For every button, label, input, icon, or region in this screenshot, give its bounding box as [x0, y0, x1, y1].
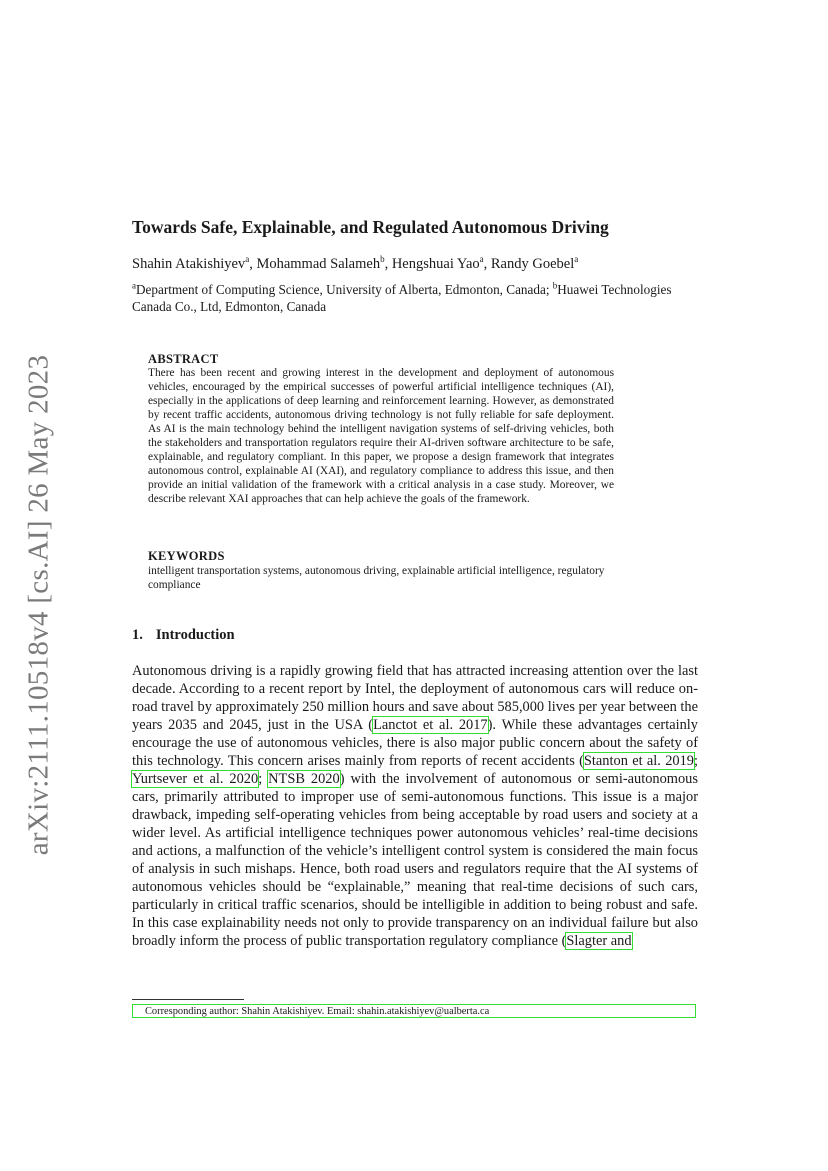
arxiv-sidebar — [22, 354, 56, 856]
section-heading-introduction — [132, 627, 235, 644]
affil-mark-b: b — [552, 280, 558, 291]
affil-b-text: Huawei Technologies Canada Co., Ltd, Edmonton, Canada — [132, 282, 672, 314]
author-name: Hengshuai Yao — [391, 256, 480, 272]
intro-text-4: ; — [258, 771, 269, 787]
author-affil-mark: a — [479, 254, 484, 265]
section-number: 1. — [132, 627, 143, 643]
author-affil-mark: b — [380, 254, 385, 265]
arxiv-identifier: arXiv:2111.10518v4 [cs.AI] 26 May 2023 — [22, 354, 55, 856]
author-affil-mark: a — [574, 254, 579, 265]
author-name: Mohammad Salameh — [256, 256, 381, 272]
citation-link-stanton[interactable]: Stanton et al. 2019 — [583, 753, 695, 769]
author-separator: , — [384, 256, 392, 272]
author-name: Shahin Atakishiyev — [132, 256, 246, 272]
author-separator: , — [249, 256, 257, 272]
intro-text-1: Autonomous driving is a rapidly growing field that has attracted increasing attention over the last decade. According to a recent report by Intel, the deployment of autonomous cars will reduce on-road travel by approximately 250 million hours and save about 585,000 lives per year between the years 2035 and 2045, just in the USA ( — [132, 663, 698, 733]
intro-text-5: ) with the involvement of autonomous or semi-autonomous cars, primarily attributed to improper use of semi-autonomous functions. This issue is a major drawback, impeding self-operating vehicles from being acceptable by road users and society at a wider level. As artificial intelligence techniques power autonomous vehicles’ real-time decisions and actions, a malfunction of the vehicle’s intelligent control system is considered the main focus of analysis in such mishaps. Hence, both road users and regulators require that the AI systems of autonomous vehicles should be “explainable,” meaning that real-time decisions of such cars, particularly in critical traffic scenarios, should be intelligible in addition to being robust and safe. In this case explainability needs not only to provide transparency on an individual failure but also broadly inform the process of public transportation regulatory compliance ( — [132, 771, 698, 949]
intro-text-2: ). While these advantages certainly encourage the use of autonomous vehicles, there is also major public concern about the safety of this technology. This concern arises mainly from reports of recent accidents ( — [132, 717, 698, 769]
abstract-heading: ABSTRACT — [148, 352, 219, 366]
section-title: Introduction — [155, 627, 235, 643]
citation-link-slagter[interactable]: Slagter and — [566, 933, 632, 949]
footnote-text: Corresponding author: Shahin Atakishiyev. Email: shahin.atakishiyev@ualberta.ca — [145, 1006, 490, 1017]
paper-title: Towards Safe, Explainable, and Regulated Autonomous Driving — [132, 217, 609, 237]
citation-link-lanctot[interactable]: Lanctot et al. 2017 — [373, 717, 488, 733]
citation-link-ntsb[interactable]: NTSB 2020 — [268, 771, 340, 787]
introduction-paragraph — [132, 662, 698, 950]
author-list — [132, 256, 712, 273]
footnote-rule — [132, 999, 244, 1000]
author-affil-mark: a — [245, 254, 250, 265]
footnote-link[interactable] — [132, 1004, 696, 1018]
author-name: Randy Goebel — [490, 256, 575, 272]
keywords-text: intelligent transportation systems, autonomous driving, explainable artificial intelligence, regulatory compliance — [148, 565, 605, 591]
affil-a-text: Department of Computing Science, University of Alberta, Edmonton, Canada; — [136, 282, 553, 297]
abstract-text: There has been recent and growing interest in the development and deployment of autonomous vehicles, encouraged by the empirical successes of powerful artificial intelligence techniques (AI), especially in the applications of deep learning and reinforcement learning. However, as demonstrated by recent traffic accidents, autonomous driving technology is not fully reliable for safe deployment. As AI is the main technology behind the intelligent navigation systems of self-driving vehicles, both the stakeholders and transportation regulators require their AI-driven software architecture to be safe, explainable, and regulatory compliant. In this paper, we propose a design framework that integrates autonomous control, explainable AI (XAI), and regulatory compliance to address this issue, and then provide an initial validation of the framework with a critical analysis in a case study. Moreover, we describe relevant XAI approaches that can help achieve the goals of the framework. — [148, 367, 614, 505]
affil-mark-a: a — [132, 280, 136, 291]
citation-link-yurtsever[interactable]: Yurtsever et al. 2020 — [132, 771, 259, 787]
author-separator: , — [483, 256, 491, 272]
keywords-heading: KEYWORDS — [148, 549, 225, 563]
affiliations — [132, 281, 702, 315]
intro-text-3: ; — [694, 753, 699, 769]
